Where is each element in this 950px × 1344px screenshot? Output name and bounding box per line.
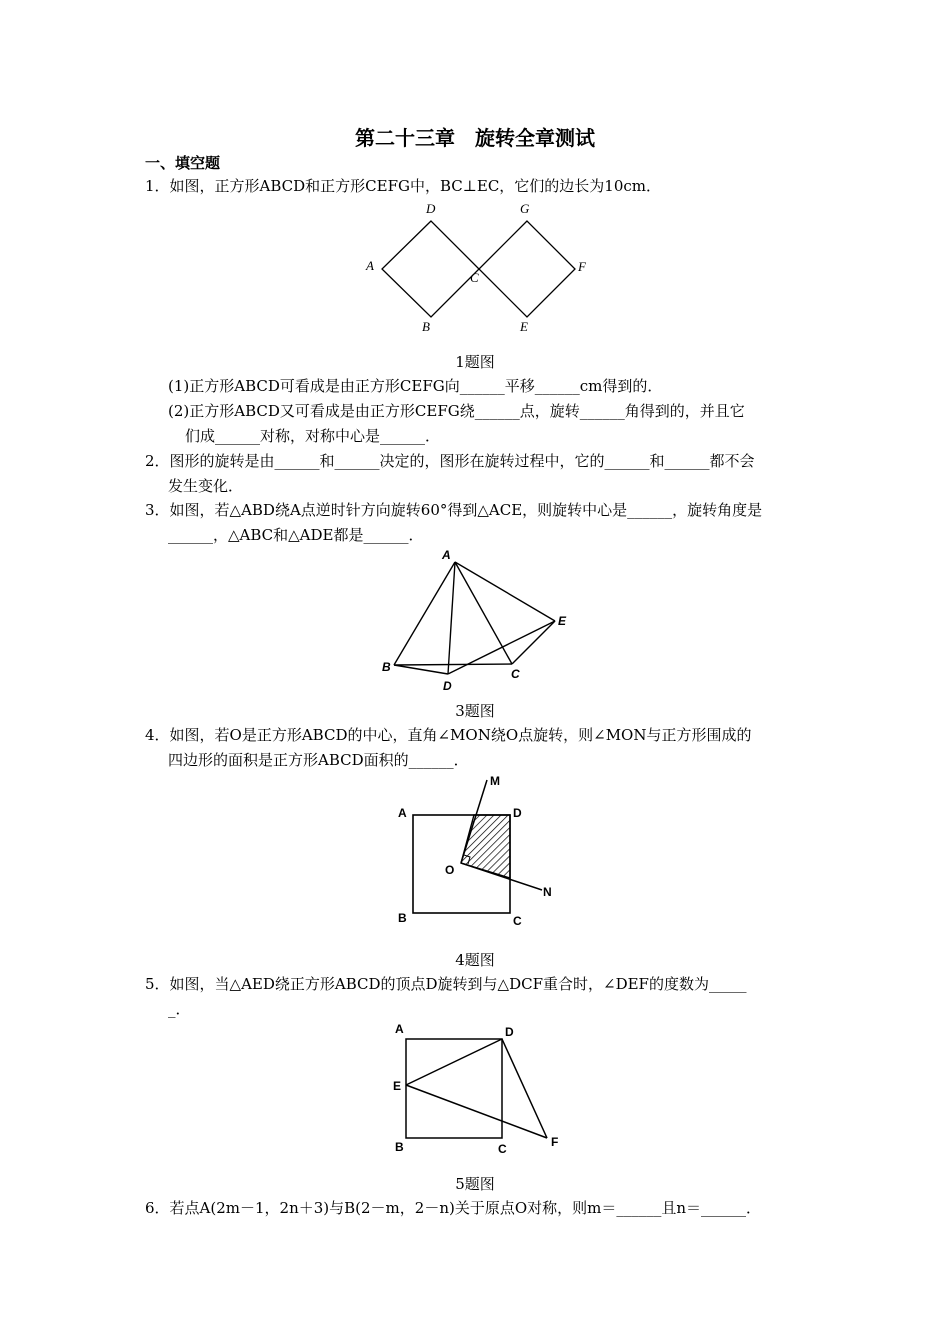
q1-label-b: B [422, 319, 430, 334]
q5-label-b: B [395, 1140, 404, 1154]
q5-line2: _． [168, 1000, 191, 1018]
q5-label-e: E [393, 1079, 402, 1093]
q5-figure [385, 1020, 575, 1160]
q3-label-d: D [443, 679, 452, 693]
q1-caption: 1题图 [455, 353, 495, 371]
q1-label-e: E [520, 319, 528, 334]
q5-label-c: C [498, 1142, 507, 1156]
q4-label-a: A [398, 806, 407, 820]
q4-caption: 4题图 [455, 951, 495, 969]
q2-line1: 2．图形的旋转是由______和______决定的，图形在旋转过程中，它的______和______都不会 [145, 452, 755, 470]
q3-caption: 3题图 [455, 702, 495, 720]
page-title: 第二十三章 旋转全章测试 [355, 126, 595, 150]
q5-label-d: D [505, 1025, 514, 1039]
q1-sub2-line2: 们成______对称，对称中心是______． [185, 427, 441, 445]
q5-caption: 5题图 [455, 1175, 495, 1193]
q1-label-c: C [470, 270, 479, 285]
q1-sub2-line1: (2)正方形ABCD又可看成是由正方形CEFG绕______点，旋转______角得到的，并且它 [168, 402, 745, 420]
q4-label-c: C [513, 914, 522, 928]
q4-line1: 4．如图，若O是正方形ABCD的中心，直角∠MON绕O点旋转，则∠MON与正方形围成的 [145, 726, 752, 744]
q4-label-m: M [490, 774, 500, 788]
q1-label-f: F [578, 259, 586, 274]
q5-label-a: A [395, 1022, 404, 1036]
square-cefg [479, 221, 575, 317]
square-abcd [406, 1039, 502, 1138]
q2-line2: 发生变化． [168, 477, 244, 495]
q5-line1: 5．如图，当△AED绕正方形ABCD的顶点D旋转到与△DCF重合时，∠DEF的度数为_____ [145, 975, 747, 993]
q4-label-d: D [513, 806, 522, 820]
section-heading: 一、填空题 [145, 154, 221, 172]
q3-label-b: B [382, 660, 391, 674]
q1-sub1: (1)正方形ABCD可看成是由正方形CEFG向______平移______cm得到的． [168, 377, 663, 395]
square-abcd [382, 221, 479, 317]
q5-label-f: F [551, 1135, 559, 1149]
q1-stem: 1．如图，正方形ABCD和正方形CEFG中，BC⊥EC，它们的边长为10cm． [145, 177, 662, 195]
q1-label-d: D [426, 201, 436, 216]
q3-line2: ______，△ABC和△ADE都是______． [168, 526, 424, 544]
q3-label-c: C [511, 667, 520, 681]
q3-line1: 3．如图，若△ABD绕A点逆时针方向旋转60°得到△ACE，则旋转中心是______，旋转角度是 [145, 501, 763, 519]
q3-label-a: A [442, 548, 451, 562]
q4-label-o: O [445, 863, 455, 877]
q6-line1: 6．若点A(2m－1，2n＋3)与B(2－m，2－n)关于原点O对称，则m＝______且n＝______． [145, 1199, 762, 1217]
q4-figure [390, 770, 570, 930]
q1-label-g: G [520, 201, 530, 216]
q3-label-e: E [558, 614, 567, 628]
q1-label-a: A [366, 258, 374, 273]
q4-label-n: N [543, 885, 552, 899]
q1-figure [360, 198, 600, 338]
q4-label-b: B [398, 911, 407, 925]
q4-line2: 四边形的面积是正方形ABCD面积的______． [168, 751, 469, 769]
q3-figure [375, 548, 575, 698]
shaded-region [461, 815, 510, 878]
